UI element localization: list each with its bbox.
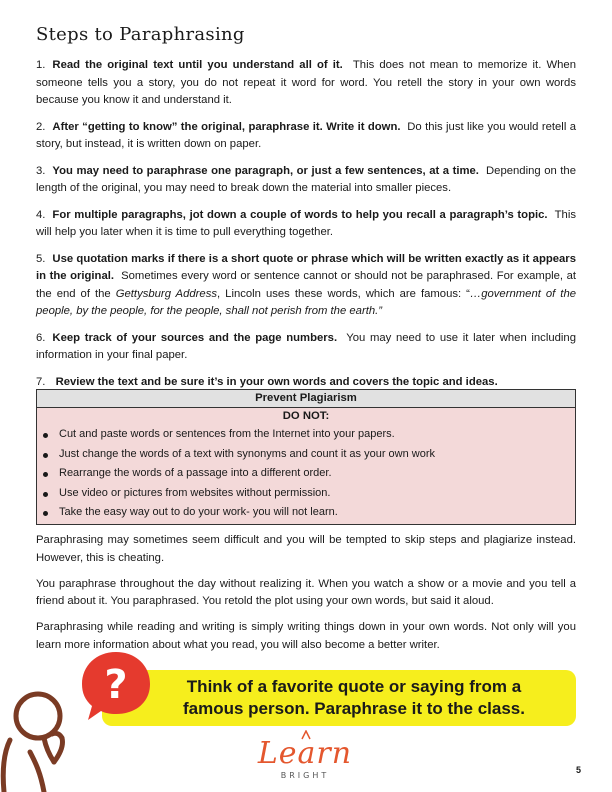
step-1: 1. Read the original text until you understand all of it. This does not mean to memorize it. When someone tells you a story, you do not repeat it word for word. You retell the story in your own words because you know it and understand it. [36, 59, 576, 107]
step-6: 6. Keep track of your sources and the page numbers. You may need to use it later when including information in your final paper. [36, 331, 576, 362]
list-item: Just change the words of a text with synonyms and count it as your own work [37, 445, 575, 465]
body-paragraphs [36, 532, 576, 663]
list-item: Cut and paste words or sentences from the Internet into your papers. [37, 425, 575, 445]
logo-sub: BRIGHT [280, 771, 330, 780]
step-4: 4. For multiple paragraphs, jot down a couple of words to help you recall a paragraph’s topic. This will help you later when it is time to pull everything together. [36, 208, 576, 239]
step-7: 7. Review the text and be sure it’s in your own words and covers the topic and ideas. [36, 375, 498, 388]
callout-line-1: Think of a favorite quote or saying from a [186, 677, 522, 696]
steps-list [36, 57, 576, 400]
list-item: Rearrange the words of a passage into a different order. [37, 464, 575, 484]
table-subheading: DO NOT: [282, 410, 330, 422]
step-2: 2. After “getting to know” the original, paraphrase it. Write it down. Do this just like you would retell a story, but instead, it is written down on paper. [36, 120, 576, 151]
learn-bright-logo [250, 730, 360, 788]
table-heading: Prevent Plagiarism [37, 390, 575, 408]
question-mark: ? [104, 662, 128, 708]
page-number: 5 [576, 765, 582, 775]
paragraph: Paraphrasing while reading and writing is simply writing things down in your own words. Not only will you learn more information about what you read, you will also become a better writer. [36, 621, 576, 651]
logo-word: Learn [257, 736, 353, 771]
step-3: 3. You may need to paraphrase one paragraph, or just a few sentences, at a time. Depending on the length of the original, you may need to break down the material into smaller pieces. [36, 164, 576, 195]
page-title: Steps to Paraphrasing [36, 24, 245, 45]
list-item: Take the easy way out to do your work- you will not learn. [37, 503, 575, 523]
paragraph: Paraphrasing may sometimes seem difficult and you will be tempted to skip steps and plagiarize instead. However, this is cheating. [36, 534, 576, 564]
logo-spark-icon [300, 730, 312, 740]
prevent-plagiarism-table [36, 389, 576, 525]
paragraph: You paraphrase throughout the day without realizing it. When you watch a show or a movie and you tell a friend about it. You paraphrased. You retold the plot using your own words, but said it aloud. [36, 577, 576, 608]
list-item: Use video or pictures from websites without permission. [37, 484, 575, 504]
do-not-list [37, 425, 575, 524]
step-5: 5. Use quotation marks if there is a short quote or phrase which will be written exactly as it appears in the original. Sometimes every word or sentence cannot or should not be paraphrased. For example, at the end of the Gettysburg Address, Lincoln uses these words, which are famous: “…government of the people, by the people, for the people, shall not perish from the earth.” [36, 252, 577, 318]
callout-line-2: famous person. Paraphrase it to the class. [182, 699, 525, 718]
activity-callout [102, 670, 576, 726]
thinking-person-icon [0, 690, 100, 792]
